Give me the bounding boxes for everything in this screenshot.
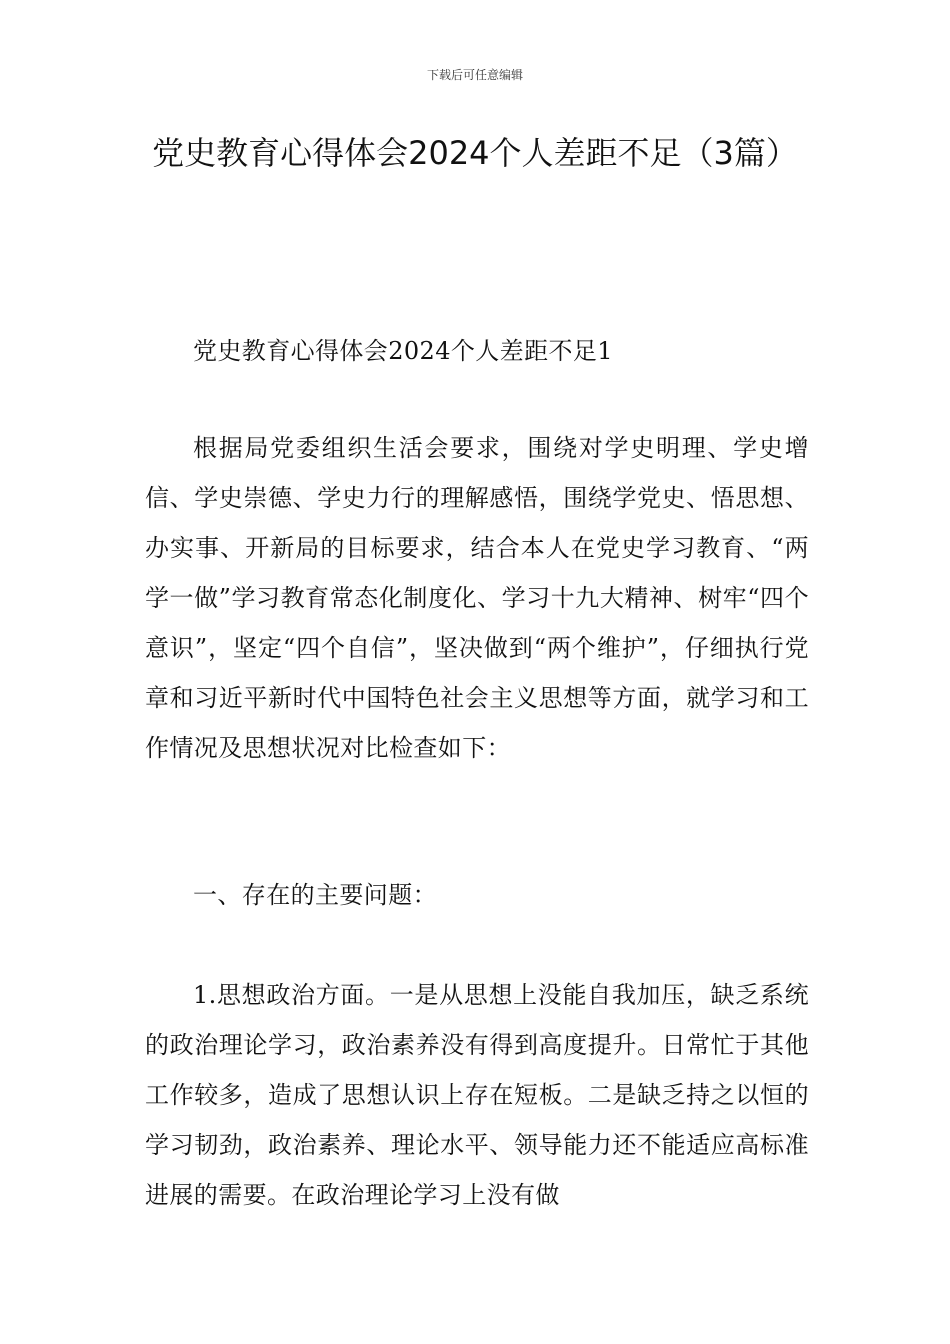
paragraph-1: 1.思想政治方面。一是从思想上没能自我加压，缺乏系统的政治理论学习，政治素养没有得到高度提升。日常忙于其他工作较多，造成了思想认识上存在短板。二是缺乏持之以恒的学习韧劲，政治素养、理论水平、领导能力还不能适应高标准进展的需要。在政治理论学习上没有做 xyxy=(145,981,809,1209)
page-header-note: 下载后可任意编辑 xyxy=(426,68,523,82)
document-subtitle: 党史教育心得体会2024个人差距不足1 xyxy=(193,337,613,365)
intro-paragraph: 根据局党委组织生活会要求，围绕对学史明理、学史增信、学史崇德、学史力行的理解感悟，围绕学党史、悟思想、办实事、开新局的目标要求，结合本人在党史学习教育、“两学一做”学习教育常态化制度化、学习十九大精神、树牢“四个意识”，坚定“四个自信”，坚决做到“两个维护”，仔细执行党章和习近平新时代中国特色社会主义思想等方面，就学习和工作情况及思想状况对比检查如下： xyxy=(145,434,809,762)
section-heading: 一、存在的主要问题： xyxy=(193,881,437,909)
document-title: 党史教育心得体会2024个人差距不足（3篇） xyxy=(152,134,798,172)
